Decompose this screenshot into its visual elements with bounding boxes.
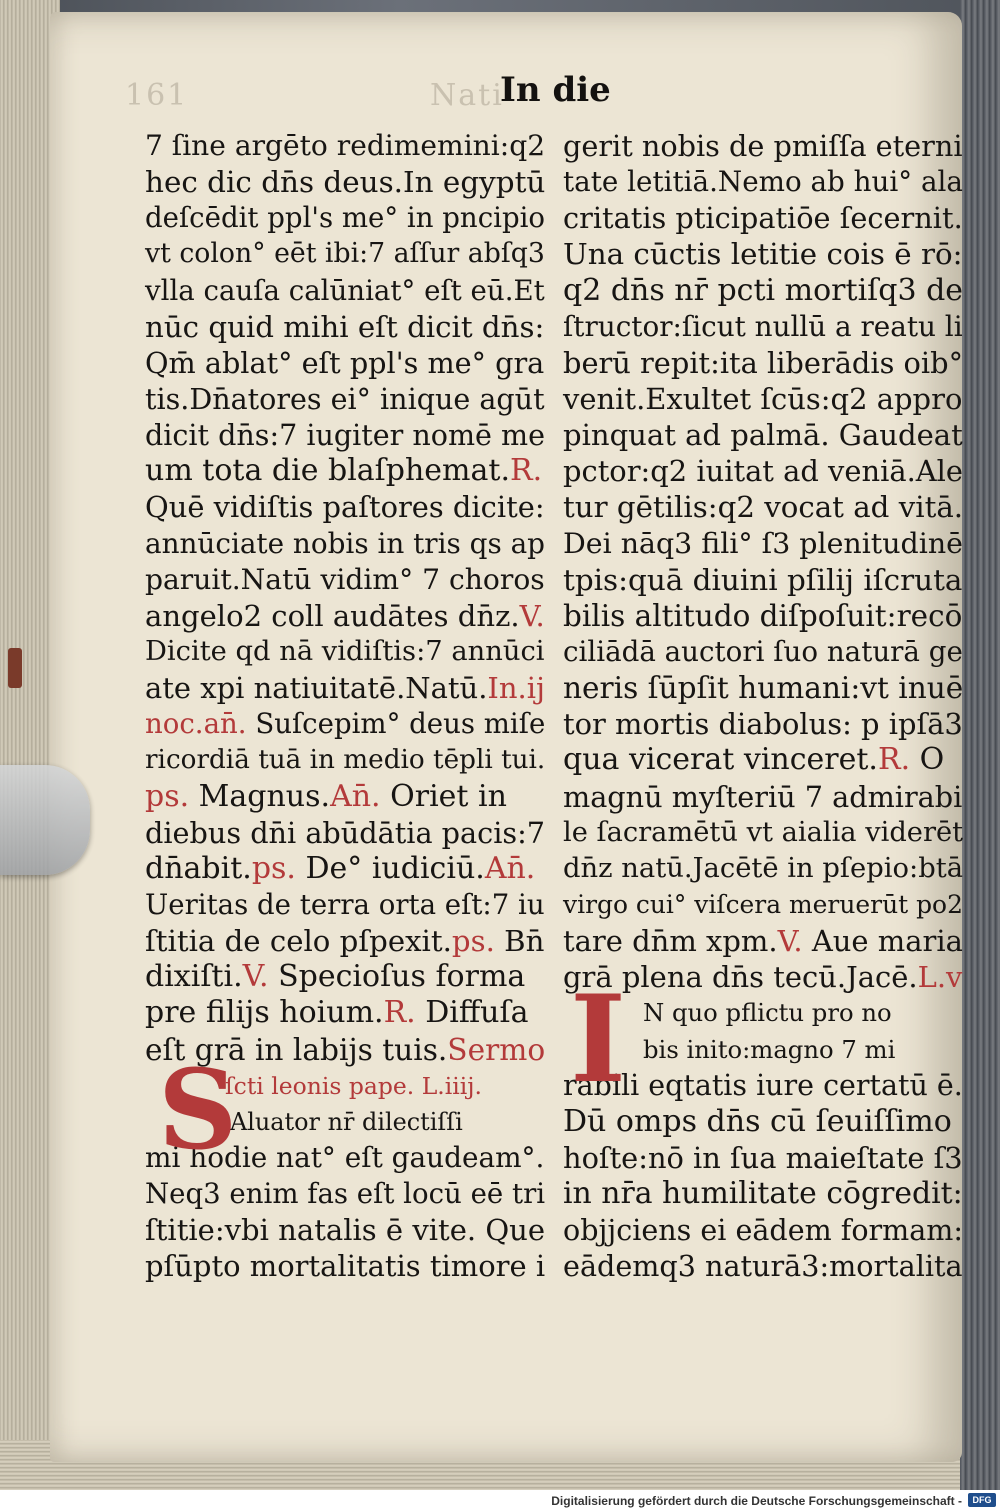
body-text: 7 ſine argēto redimemini:q2 [145, 129, 546, 162]
body-text: Bn̄ [494, 924, 545, 959]
body-text: berū repit:ita liberādis oib° [563, 345, 963, 380]
text-line [563, 742, 958, 778]
rubric-text: ſcti leonis pape. L.iiij. [225, 1071, 483, 1100]
body-text: Diffuſa [415, 995, 529, 1031]
text-line [145, 670, 545, 706]
rubric-text: L.v [917, 960, 963, 995]
text-line [145, 273, 545, 309]
rubric-text: ps. [451, 924, 495, 959]
body-text: in nr̄a humilitate cōgredit: [563, 1176, 963, 1212]
rubric-text: R. [383, 995, 416, 1031]
text-line [145, 128, 546, 164]
body-text: Dei nāq3 fili° ſ3 plenitudinē [563, 526, 963, 560]
body-text: ate xpi natiuitatē.Natū. [145, 671, 488, 706]
rubric-text: R. [509, 453, 543, 489]
text-line [563, 706, 963, 742]
text-line [145, 562, 545, 598]
running-title: In die [500, 70, 611, 110]
rubric-text: V. [242, 959, 269, 995]
body-text: Quē vidiſtis paſtores dicite: [145, 490, 545, 525]
rubric-text: Sermo [447, 1032, 546, 1067]
text-line [563, 634, 963, 670]
text-line [563, 598, 963, 634]
text-line [563, 489, 964, 525]
rubric-text: ps. [145, 778, 190, 814]
rubric-text: R. [877, 742, 911, 778]
body-text: eſt grā in labijs tuis. [145, 1032, 448, 1067]
body-text: vlla cauſa calūniat° eſt eū.Et [145, 273, 545, 307]
body-text: dn̄abit. [145, 850, 252, 886]
footer-bar [0, 1490, 1000, 1510]
faint-show-through-title: Nati [430, 78, 504, 113]
text-line [145, 815, 546, 851]
decorated-initial-s: S [158, 1045, 238, 1174]
text-line [145, 923, 545, 959]
faint-folio-number: 161 [125, 78, 189, 113]
body-text: ſtructor:ſicut nullū a reatu li [563, 309, 963, 343]
rubric-text: An̄. [484, 850, 536, 886]
body-text: tor mortis diabolus: p ipſā3 [563, 707, 963, 742]
body-text: dicit dn̄s:7 iugiter nomē me [145, 418, 546, 453]
body-text: bis inito:magno 7 mi [643, 1034, 896, 1064]
text-line [145, 489, 545, 525]
text-line [145, 1212, 546, 1248]
body-text: Aluator nr̄ dilectiſſi [230, 1107, 463, 1136]
body-text: objjciens ei eādem formam: [563, 1213, 964, 1248]
text-line [563, 1248, 963, 1284]
body-text: um tota die blaſphemat. [145, 453, 510, 489]
text-line [563, 670, 964, 706]
body-text: tare dn̄m xpm. [563, 924, 778, 959]
text-line [563, 851, 964, 887]
rubric-text: ps. [251, 850, 296, 886]
body-text: venit.Exultet ſcūs:q2 appro [563, 381, 963, 416]
body-text: ſtitie:vbi natalis ē vite. Que [145, 1213, 546, 1248]
body-text: deſcēdit ppl's me° in pncipio [145, 201, 546, 235]
text-line [145, 959, 540, 995]
body-text: gerit nobis de pmiſſa eterni [563, 129, 963, 163]
right-text-column [563, 128, 964, 1285]
text-line [563, 417, 963, 453]
body-text: Dicite qd nā vidiſtis:7 annūci [145, 635, 545, 667]
text-line [145, 779, 540, 815]
footer-credit: Digitalisierung gefördert durch die Deutsche Forschungsgemeinschaft - [551, 1494, 962, 1508]
body-text: diebus dn̄i abūdātia pacis:7 [145, 815, 546, 850]
text-line [145, 236, 545, 272]
body-text: Specioſus forma [268, 959, 526, 995]
body-text: Aue maria [802, 924, 963, 959]
text-line [563, 200, 963, 236]
text-line [563, 128, 963, 164]
body-text: critatis pticipatiōe ſecernit. [563, 201, 963, 236]
body-text: Magnus. [189, 778, 331, 814]
text-line [563, 453, 963, 489]
text-line [145, 1248, 546, 1284]
body-text: Suſcepim° deus miſe [246, 707, 546, 741]
rubric-text: An̄. [330, 778, 381, 814]
text-line [145, 634, 545, 670]
body-text: hec dic dn̄s deus.In egyptū [145, 165, 546, 200]
rubric-text: noc.an̄. [145, 707, 247, 741]
body-text: pre filijs hoium. [145, 995, 384, 1031]
body-text: De° iudiciū. [295, 850, 485, 886]
body-text: neris ſūpſit humani:vt inuē [563, 671, 964, 706]
body-text: magnū myſteriū 7 admirabi [563, 779, 963, 814]
body-text: ciliādā auctori ſuo naturā ge [563, 634, 963, 668]
body-text: Ueritas de terra orta eſt:7 iu [145, 887, 545, 921]
body-text: annūciate nobis in tris qs ap [145, 526, 545, 560]
body-text: nūc quid mihi eſt dicit dn̄s: [145, 309, 545, 344]
text-line [563, 381, 963, 417]
body-text: tur gētilis:q2 vocat ad vitā. [563, 490, 964, 525]
body-text: rabili eqtatis iure certatū ē. [563, 1068, 963, 1102]
text-line [145, 309, 545, 345]
body-text: ricordiā tuā in medio tēpli tui. [145, 745, 546, 776]
body-text: le ſacramētū vt aialia viderēt [563, 816, 964, 848]
body-text: paruit.Natū vidim° 7 choros [145, 562, 545, 596]
body-text: q2 dn̄s nr̄ pcti mortiſq3 de [563, 272, 964, 308]
text-line [563, 815, 964, 851]
body-text: tis.Dn̄atores ei° inique agūt [145, 381, 545, 416]
body-text: pſūpto mortalitatis timore i [145, 1249, 546, 1284]
body-text: grā plena dn̄s tecū.Jacē. [563, 960, 918, 995]
body-text: eādemq3 naturā3:mortalita [563, 1249, 963, 1284]
body-text: pctor:q2 iuitat ad veniā.Ale [563, 454, 963, 489]
rubric-text: V. [519, 598, 545, 633]
text-line [145, 851, 540, 887]
body-text: Una cūctis letitie cois ē rō: [563, 237, 963, 272]
body-text: Neq3 enim fas eſt locū eē tri [145, 1177, 546, 1211]
body-text: Oriet in [380, 778, 507, 814]
text-line [145, 526, 545, 562]
body-text: Dū omps dn̄s cū ſeuiſſimo [563, 1103, 952, 1139]
text-line [145, 381, 545, 417]
text-line [563, 562, 963, 598]
body-text: tpis:quā diuini pſilij iſcruta [563, 562, 963, 597]
text-line [145, 345, 545, 381]
text-line [145, 742, 546, 778]
text-line [563, 1176, 963, 1212]
text-line [563, 887, 963, 923]
text-line [563, 779, 963, 815]
decorated-initial-i: I [570, 969, 627, 1110]
body-text: vt colon° eēt ibi:7 aſſur abſq3 [145, 238, 545, 270]
text-line [563, 309, 963, 345]
text-line [563, 526, 963, 562]
body-text: angelo2 coll audātes dn̄z. [145, 598, 520, 633]
body-text: bilis altitudo diſpoſuit:recō [563, 598, 963, 633]
body-text: N quo pflictu pro no [643, 998, 892, 1028]
book-clamp [0, 765, 90, 875]
dfg-logo-icon: DFG [968, 1493, 996, 1507]
text-line [563, 345, 963, 381]
bookmark-tab [8, 648, 22, 688]
text-line [563, 236, 963, 272]
body-text: mi hodie nat° eſt gaudeam°. [145, 1140, 545, 1174]
text-line [145, 995, 540, 1031]
text-line [145, 706, 546, 742]
text-line [145, 453, 543, 489]
text-line [145, 164, 546, 200]
body-text: hoſte:nō in ſua maieſtate ſ3 [563, 1140, 963, 1175]
text-line [145, 417, 546, 453]
body-text: dixiſti. [145, 959, 243, 995]
rubric-text: V. [777, 924, 803, 959]
body-text: tate letitiā.Nemo ab hui° ala [563, 165, 963, 199]
text-line [145, 200, 546, 236]
body-text: qua vicerat vinceret. [563, 742, 878, 778]
text-line [145, 598, 545, 634]
text-line [563, 164, 963, 200]
rubric-text: In.ij [487, 671, 545, 706]
page-edges-right [960, 0, 1000, 1490]
body-text: dn̄z natū.Jacētē in pſepio:btā [563, 852, 964, 884]
text-line [145, 1176, 546, 1212]
text-line [563, 1140, 963, 1176]
text-line [563, 272, 964, 309]
text-line [563, 923, 963, 959]
text-line [563, 1212, 964, 1248]
body-text: virgo cui° viſcera meruerūt po2 [563, 889, 963, 919]
body-text: O [910, 742, 945, 778]
body-text: pinquat ad palmā. Gaudeat [563, 418, 963, 453]
body-text: Qm̄ ablat° eſt ppl's me° gra [145, 345, 545, 380]
text-line [145, 887, 545, 923]
body-text: ſtitia de celo pſpexit. [145, 924, 452, 959]
